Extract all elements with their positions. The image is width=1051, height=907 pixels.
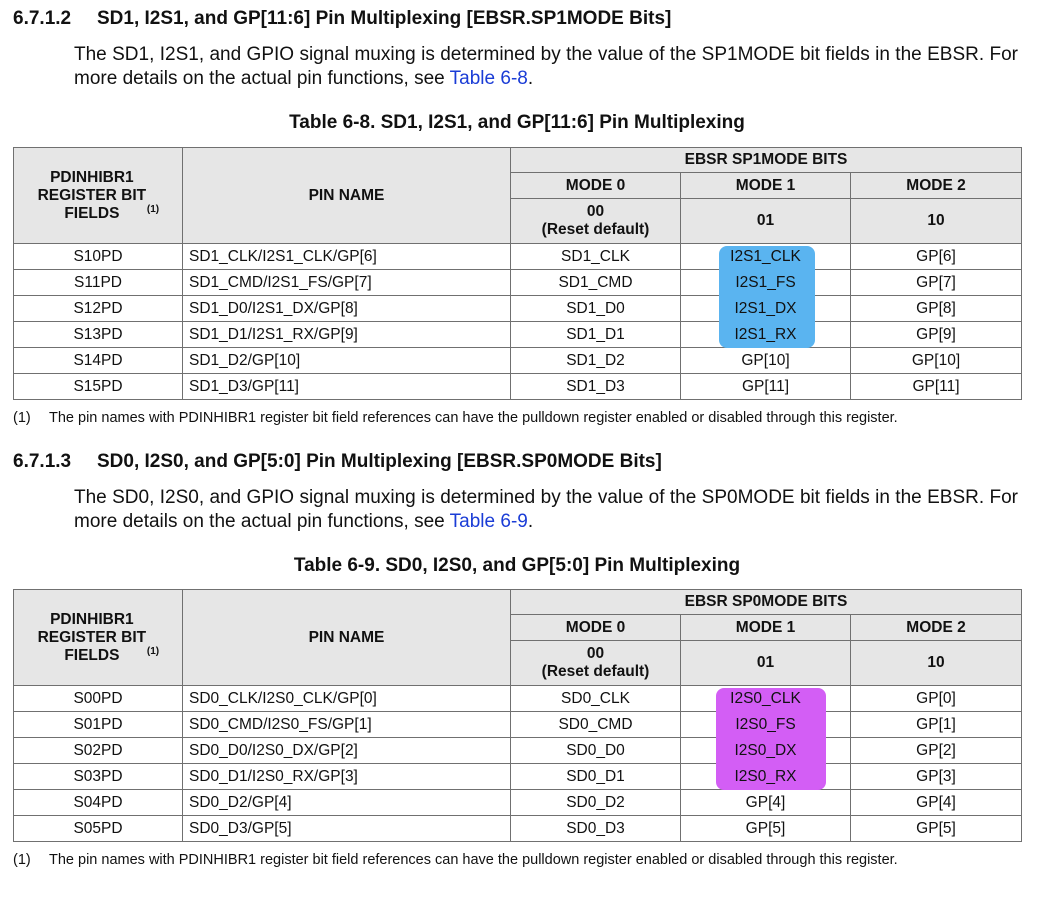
cell-mode-1-text: I2S1_FS [735, 273, 796, 291]
table-row [14, 686, 1022, 712]
cell-register: S01PD [14, 712, 183, 738]
header-mode-0: MODE 0 [511, 173, 681, 199]
table-link[interactable]: Table 6-8 [449, 68, 528, 89]
cell-mode-2: GP[8] [851, 296, 1022, 322]
cell-mode-2: GP[3] [851, 764, 1022, 790]
header-mode-0-value [511, 641, 681, 686]
header-pin-name: PIN NAME [183, 590, 511, 686]
cell-mode-0: SD1_CMD [511, 270, 681, 296]
cell-register: S03PD [14, 764, 183, 790]
table-row [14, 764, 1022, 790]
cell-mode-2: GP[10] [851, 348, 1022, 374]
header-register-bit-fields [14, 148, 183, 244]
cell-mode-0: SD0_D2 [511, 790, 681, 816]
table-link[interactable]: Table 6-9 [449, 511, 528, 532]
table-title: Table 6-9. SD0, I2S0, and GP[5:0] Pin Multiplexing [293, 555, 741, 576]
cell-mode-0: SD1_D1 [511, 322, 681, 348]
header-mode-bits: EBSR SP1MODE BITS [511, 148, 1022, 173]
pin-mux-table [13, 589, 1022, 842]
footnote-text: The pin names with PDINHIBR1 register bit field references can have the pulldown register enabled or disabled through this register. [49, 852, 898, 868]
cell-mode-1-text: I2S0_FS [735, 715, 796, 733]
cell-mode-1-text: I2S0_CLK [730, 689, 801, 707]
section-number: 6.7.1.2 [13, 8, 72, 29]
table-row [14, 790, 1022, 816]
table-row [14, 374, 1022, 400]
cell-mode-0: SD0_D0 [511, 738, 681, 764]
cell-mode-0: SD0_D3 [511, 816, 681, 842]
cell-pin-name: SD0_CLK/I2S0_CLK/GP[0] [183, 686, 511, 712]
cell-mode-1 [681, 244, 851, 270]
section-title: SD1, I2S1, and GP[11:6] Pin Multiplexing [EBSR.SP1MODE Bits] [97, 8, 672, 29]
cell-pin-name: SD1_D1/I2S1_RX/GP[9] [183, 322, 511, 348]
cell-pin-name: SD1_CMD/I2S1_FS/GP[7] [183, 270, 511, 296]
table-row [14, 296, 1022, 322]
header-mode-2-value: 10 [851, 199, 1022, 244]
cell-mode-0: SD0_CMD [511, 712, 681, 738]
cell-pin-name: SD0_D1/I2S0_RX/GP[3] [183, 764, 511, 790]
table-row [14, 322, 1022, 348]
table-row [14, 244, 1022, 270]
table-row [14, 712, 1022, 738]
header-mode-2: MODE 2 [851, 615, 1022, 641]
paragraph-text: The SD0, I2S0, and GPIO signal muxing is determined by the value of the SP0MODE bit fields in the EBSR. For more details on the actual pin functions, see [74, 487, 1018, 532]
cell-register: S13PD [14, 322, 183, 348]
cell-register: S05PD [14, 816, 183, 842]
cell-mode-2: GP[5] [851, 816, 1022, 842]
cell-register: S10PD [14, 244, 183, 270]
section-paragraph [74, 43, 1018, 91]
cell-mode-1: GP[4] [681, 790, 851, 816]
mode-0-bits: 00 [586, 203, 605, 220]
header-register-bit-fields [14, 590, 183, 686]
cell-pin-name: SD1_D2/GP[10] [183, 348, 511, 374]
table-footnote [13, 852, 898, 868]
cell-mode-1: GP[10] [681, 348, 851, 374]
cell-mode-2: GP[4] [851, 790, 1022, 816]
cell-pin-name: SD1_D0/I2S1_DX/GP[8] [183, 296, 511, 322]
cell-pin-name: SD0_CMD/I2S0_FS/GP[1] [183, 712, 511, 738]
cell-mode-0: SD1_D0 [511, 296, 681, 322]
header-mode-2-value: 10 [851, 641, 1022, 686]
cell-register: S02PD [14, 738, 183, 764]
header-mode-0: MODE 0 [511, 615, 681, 641]
cell-mode-2: GP[7] [851, 270, 1022, 296]
mode-0-note: (Reset default) [541, 221, 650, 238]
cell-mode-1-text: I2S0_RX [734, 767, 797, 785]
section-heading [13, 451, 662, 473]
header-mode-1: MODE 1 [681, 615, 851, 641]
table-row [14, 348, 1022, 374]
cell-register: S04PD [14, 790, 183, 816]
table-row [14, 738, 1022, 764]
header-register-label: PDINHIBR1 REGISTER BIT FIELDS [37, 168, 147, 222]
cell-mode-1: GP[5] [681, 816, 851, 842]
cell-register: S15PD [14, 374, 183, 400]
footnote-ref: (1) [146, 203, 160, 215]
cell-mode-2: GP[6] [851, 244, 1022, 270]
footnote-ref: (1) [146, 645, 160, 657]
table-footnote [13, 410, 898, 426]
section-paragraph [74, 486, 1018, 534]
cell-mode-0: SD0_D1 [511, 764, 681, 790]
footnote-number: (1) [13, 410, 31, 426]
cell-pin-name: SD0_D0/I2S0_DX/GP[2] [183, 738, 511, 764]
cell-mode-0: SD1_D2 [511, 348, 681, 374]
pin-mux-table [13, 147, 1022, 400]
cell-register: S00PD [14, 686, 183, 712]
cell-mode-1-text: I2S0_DX [734, 741, 797, 759]
paragraph-end: . [527, 511, 534, 532]
header-mode-1-value: 01 [681, 641, 851, 686]
section-number: 6.7.1.3 [13, 451, 72, 472]
header-mode-1-value: 01 [681, 199, 851, 244]
footnote-text: The pin names with PDINHIBR1 register bit field references can have the pulldown register enabled or disabled through this register. [49, 410, 898, 426]
paragraph-end: . [527, 68, 534, 89]
cell-mode-1 [681, 686, 851, 712]
cell-mode-2: GP[2] [851, 738, 1022, 764]
cell-mode-2: GP[0] [851, 686, 1022, 712]
table-row [14, 270, 1022, 296]
table-title: Table 6-8. SD1, I2S1, and GP[11:6] Pin Multiplexing [289, 112, 745, 133]
header-pin-name: PIN NAME [183, 148, 511, 244]
header-mode-bits: EBSR SP0MODE BITS [511, 590, 1022, 615]
mode-0-note: (Reset default) [541, 663, 650, 680]
table-row [14, 816, 1022, 842]
cell-mode-1-text: I2S1_DX [734, 299, 797, 317]
cell-mode-2: GP[9] [851, 322, 1022, 348]
cell-pin-name: SD0_D2/GP[4] [183, 790, 511, 816]
section-heading [13, 8, 671, 30]
cell-mode-0: SD1_D3 [511, 374, 681, 400]
header-mode-0-value [511, 199, 681, 244]
cell-pin-name: SD0_D3/GP[5] [183, 816, 511, 842]
header-mode-1: MODE 1 [681, 173, 851, 199]
section-title: SD0, I2S0, and GP[5:0] Pin Multiplexing [EBSR.SP0MODE Bits] [97, 451, 662, 472]
cell-mode-0: SD1_CLK [511, 244, 681, 270]
cell-pin-name: SD1_D3/GP[11] [183, 374, 511, 400]
cell-register: S11PD [14, 270, 183, 296]
mode-0-bits: 00 [586, 645, 605, 662]
paragraph-text: The SD1, I2S1, and GPIO signal muxing is determined by the value of the SP1MODE bit fields in the EBSR. For more details on the actual pin functions, see [74, 44, 1018, 89]
cell-register: S12PD [14, 296, 183, 322]
cell-mode-1: GP[11] [681, 374, 851, 400]
cell-pin-name: SD1_CLK/I2S1_CLK/GP[6] [183, 244, 511, 270]
cell-register: S14PD [14, 348, 183, 374]
header-register-label: PDINHIBR1 REGISTER BIT FIELDS [37, 610, 147, 664]
cell-mode-0: SD0_CLK [511, 686, 681, 712]
cell-mode-1-text: I2S1_CLK [730, 247, 801, 265]
cell-mode-2: GP[1] [851, 712, 1022, 738]
header-mode-2: MODE 2 [851, 173, 1022, 199]
cell-mode-1-text: I2S1_RX [734, 325, 797, 343]
footnote-number: (1) [13, 852, 31, 868]
cell-mode-2: GP[11] [851, 374, 1022, 400]
